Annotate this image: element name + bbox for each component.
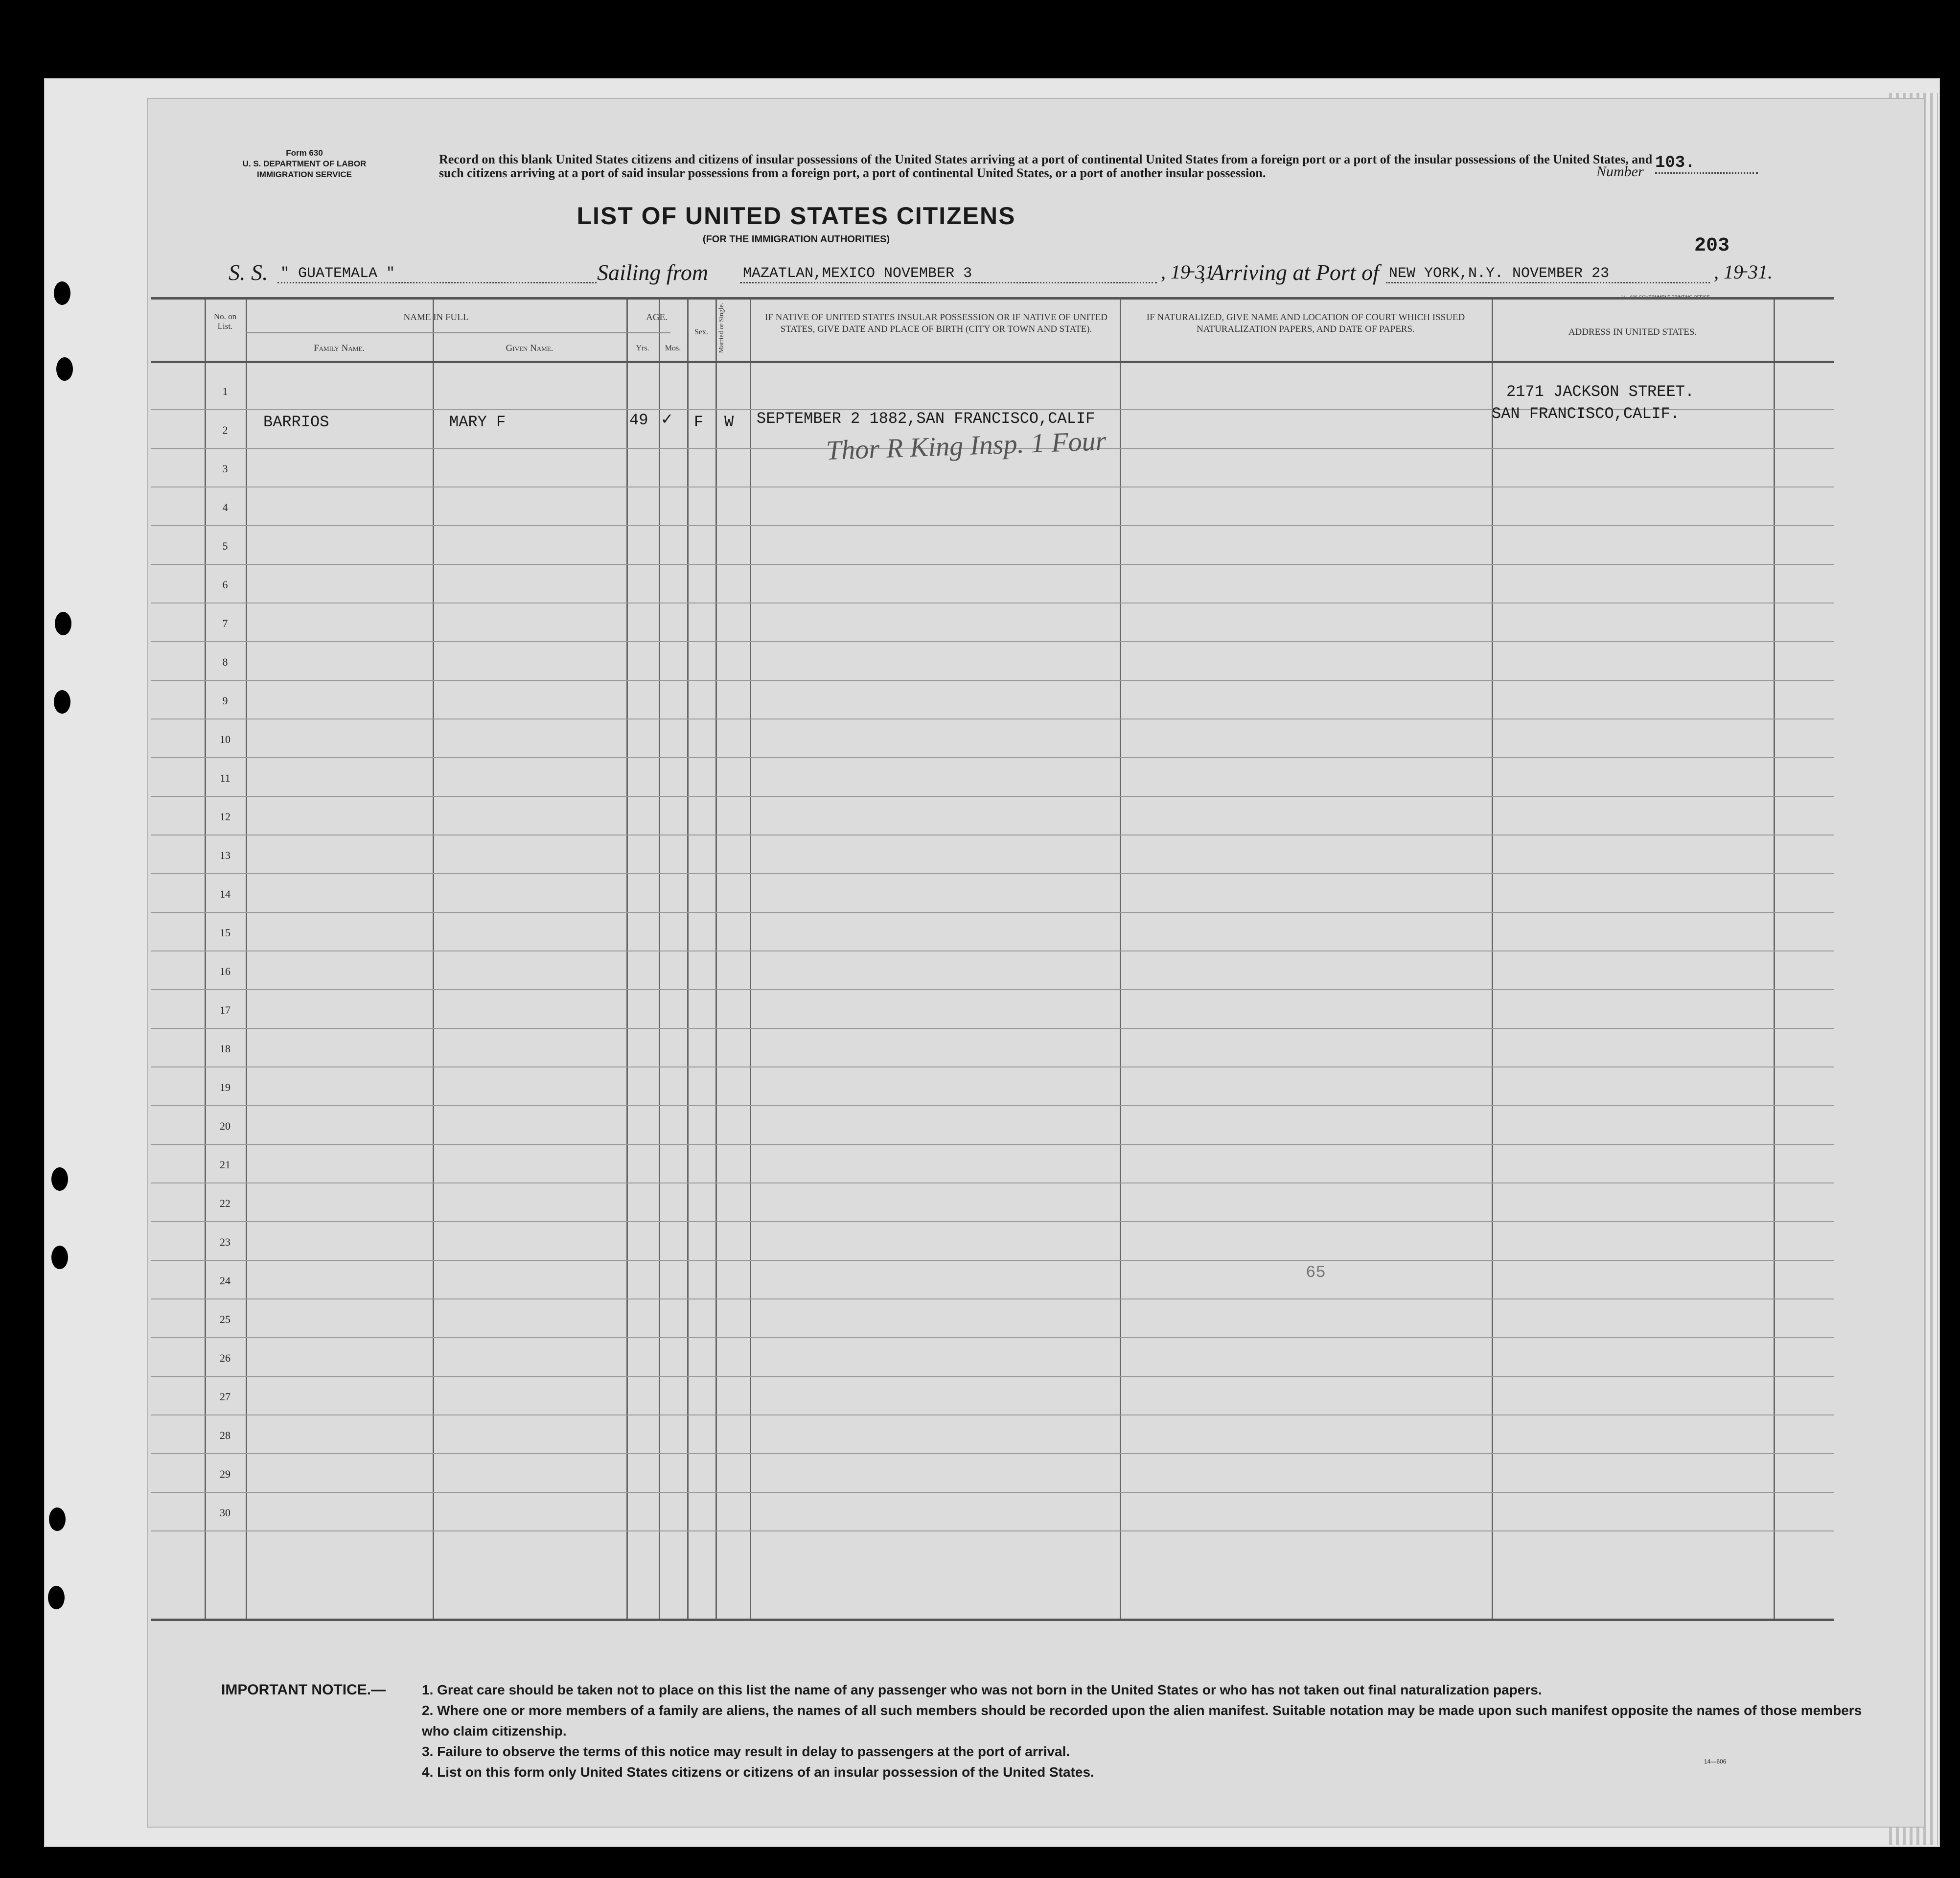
service-name: IMMIGRATION SERVICE — [257, 170, 352, 179]
column-divider — [715, 297, 717, 1621]
row-number: 14 — [220, 888, 231, 900]
row-rule — [151, 1376, 1834, 1377]
row-number: 11 — [220, 772, 231, 784]
header-months: Mos. — [665, 344, 681, 352]
ship-name: " GUATEMALA " — [277, 265, 597, 283]
row-number: 22 — [220, 1197, 231, 1209]
address-line-1: 2171 JACKSON STREET. — [1506, 383, 1695, 401]
header-bottom-rule — [151, 361, 1834, 363]
row-rule — [151, 525, 1834, 526]
punch-hole — [51, 1167, 68, 1191]
header-name-in-full: NAME IN FULL — [403, 312, 469, 323]
notice-heading: IMPORTANT NOTICE.— — [221, 1682, 386, 1698]
row-number: 30 — [220, 1507, 231, 1519]
address-line-2: SAN FRANCISCO,CALIF. — [1492, 405, 1680, 423]
header-sex: Sex. — [694, 328, 708, 336]
sailing-from-value: MAZATLAN,MEXICO NOVEMBER 3 — [740, 265, 1157, 283]
punch-hole — [54, 690, 70, 714]
form-number: Form 630 — [286, 148, 323, 158]
row-rule — [151, 912, 1834, 913]
row-number: 13 — [220, 849, 231, 861]
row-number: 23 — [220, 1236, 231, 1248]
row-number: 2 — [222, 424, 228, 436]
row-rule — [151, 1182, 1834, 1183]
row-rule — [151, 641, 1834, 642]
row-rule — [151, 1144, 1834, 1145]
header-family-name: Family Name. — [314, 343, 365, 353]
sex-cell: F — [694, 413, 704, 431]
row-rule — [151, 1530, 1834, 1531]
notice-item: 2. Where one or more members of a family are aliens, the names of all such members should be recorded upon the alien manifest. Suitable notation may be made upon such manifest opposite the names of those members who claim citizenship. — [422, 1703, 1862, 1739]
column-divider — [246, 297, 247, 1621]
row-number: 3 — [222, 463, 228, 475]
row-rule — [151, 757, 1834, 758]
birth-details-cell: SEPTEMBER 2 1882,SAN FRANCISCO,CALIF — [757, 410, 1095, 428]
ship-label: S. S. — [229, 260, 268, 285]
row-number: 7 — [222, 617, 228, 629]
row-number: 16 — [220, 965, 231, 977]
header-married-single: Married or Single. — [718, 302, 725, 353]
punch-hole — [56, 357, 73, 381]
row-rule — [151, 1260, 1834, 1261]
department-name: U. S. DEPARTMENT OF LABOR — [242, 159, 367, 168]
row-number: 17 — [220, 1004, 231, 1016]
given-name-cell: MARY F — [449, 413, 506, 431]
row-number: 20 — [220, 1120, 231, 1132]
column-divider — [433, 297, 434, 1621]
record-instructions: Record on this blank United States citizens and citizens of insular possessions of the United States arriving at a port of continental United States from a foreign port or a port of the insular possessions of the United States, and such citizens arriving at a port of said insular possessions from a foreign port, a port of continental United States, or a port of another insular possession. — [439, 152, 1653, 180]
row-number: 12 — [220, 811, 231, 823]
sailing-from-label: Sailing from — [597, 260, 709, 285]
row-number: 5 — [222, 540, 228, 552]
punch-hole — [51, 1246, 68, 1269]
row-number: 21 — [220, 1159, 231, 1171]
row-rule — [151, 564, 1834, 565]
stamped-page-number: 203 — [1694, 235, 1730, 257]
punch-hole — [54, 281, 70, 305]
arriving-label: , Arriving at Port of — [1200, 260, 1379, 285]
printing-office-note: 14—606 GOVERNMENT PRINTING OFFICE — [1621, 295, 1710, 300]
passenger-table — [151, 297, 1834, 1621]
row-rule — [151, 680, 1834, 681]
arrival-port-value: NEW YORK,N.Y. NOVEMBER 23 — [1386, 265, 1710, 283]
header-years: Yrs. — [636, 344, 649, 352]
row-rule — [151, 1028, 1834, 1029]
header-birth-details: IF NATIVE OF UNITED STATES INSULAR POSSESSION OR IF NATIVE OF UNITED STATES, GIVE DATE AND PLACE OF BIRTH (CITY OR TOWN AND STATE). — [765, 312, 1107, 334]
row-number: 15 — [220, 927, 231, 939]
row-number: 19 — [220, 1081, 231, 1093]
row-rule — [151, 796, 1834, 797]
column-divider — [750, 297, 751, 1621]
row-number: 25 — [220, 1313, 231, 1325]
punch-hole — [48, 1586, 65, 1609]
family-name-cell: BARRIOS — [263, 413, 329, 431]
row-number: 9 — [222, 695, 228, 707]
age-years-cell: 49 — [629, 411, 648, 429]
number-value: 103. — [1655, 154, 1758, 174]
citizen-list-form — [147, 98, 1925, 1828]
column-divider — [687, 297, 689, 1621]
row-number: 27 — [220, 1391, 231, 1403]
row-rule — [151, 873, 1834, 874]
column-divider — [626, 297, 628, 1621]
row-number: 4 — [222, 501, 228, 513]
row-number: 24 — [220, 1275, 231, 1287]
form-code: 14—606 — [1704, 1758, 1727, 1765]
row-rule — [151, 1414, 1834, 1415]
punch-hole — [55, 612, 71, 635]
row-number: 10 — [220, 733, 231, 745]
punch-hole — [49, 1507, 66, 1531]
header-no-on-list: No. on List. — [213, 312, 237, 331]
notice-item: 3. Failure to observe the terms of this notice may result in delay to passengers at the port of arrival. — [422, 1744, 1070, 1759]
notice-item: 1. Great care should be taken not to place on this list the name of any passenger who was not born in the United States or who has not taken out final naturalization papers. — [422, 1682, 1542, 1697]
header-age: AGE. — [646, 312, 668, 323]
row-rule — [151, 989, 1834, 990]
row-rule — [151, 1105, 1834, 1106]
inspector-signature: Thor R King Insp. 1 Four — [826, 426, 1107, 466]
header-given-name: Given Name. — [506, 343, 553, 353]
row-number: 26 — [220, 1352, 231, 1364]
sailing-year: , 19̵ 31 — [1161, 261, 1215, 283]
column-divider — [205, 297, 206, 1621]
table-bottom-rule — [151, 1619, 1834, 1621]
page-subtitle: (FOR THE IMMIGRATION AUTHORITIES) — [702, 234, 890, 245]
form-identifier — [202, 148, 407, 180]
table-top-rule — [151, 297, 1834, 300]
notice-item: 4. List on this form only United States citizens or citizens of an insular possession of the United States. — [422, 1764, 1094, 1780]
row-number: 8 — [222, 656, 228, 668]
number-label: Number — [1596, 163, 1644, 180]
row-number: 29 — [220, 1468, 231, 1480]
row-rule — [151, 1453, 1834, 1454]
stamp-mark: 65 — [1306, 1264, 1326, 1282]
column-divider — [1492, 297, 1493, 1621]
row-number: 1 — [222, 385, 228, 397]
row-rule — [151, 1298, 1834, 1299]
column-divider — [1120, 297, 1121, 1621]
header-address: ADDRESS IN UNITED STATES. — [1568, 327, 1697, 337]
row-rule — [151, 1492, 1834, 1493]
header-subrule — [246, 332, 670, 333]
column-divider — [659, 297, 660, 1621]
row-number: 28 — [220, 1429, 231, 1441]
row-number: 6 — [222, 579, 228, 591]
age-months-check: ✓ — [662, 410, 672, 430]
row-rule — [151, 1337, 1834, 1338]
arrival-year: , 19̵ 31. — [1714, 261, 1773, 283]
header-naturalization: IF NATURALIZED, GIVE NAME AND LOCATION OF COURT WHICH ISSUED NATURALIZATION PAPERS, AND DATE OF PAPERS. — [1146, 312, 1465, 334]
row-rule — [151, 1221, 1834, 1222]
row-number: 18 — [220, 1043, 231, 1055]
column-divider — [1774, 297, 1775, 1621]
marital-status-cell: W — [724, 413, 734, 431]
page-title: LIST OF UNITED STATES CITIZENS — [576, 202, 1016, 230]
